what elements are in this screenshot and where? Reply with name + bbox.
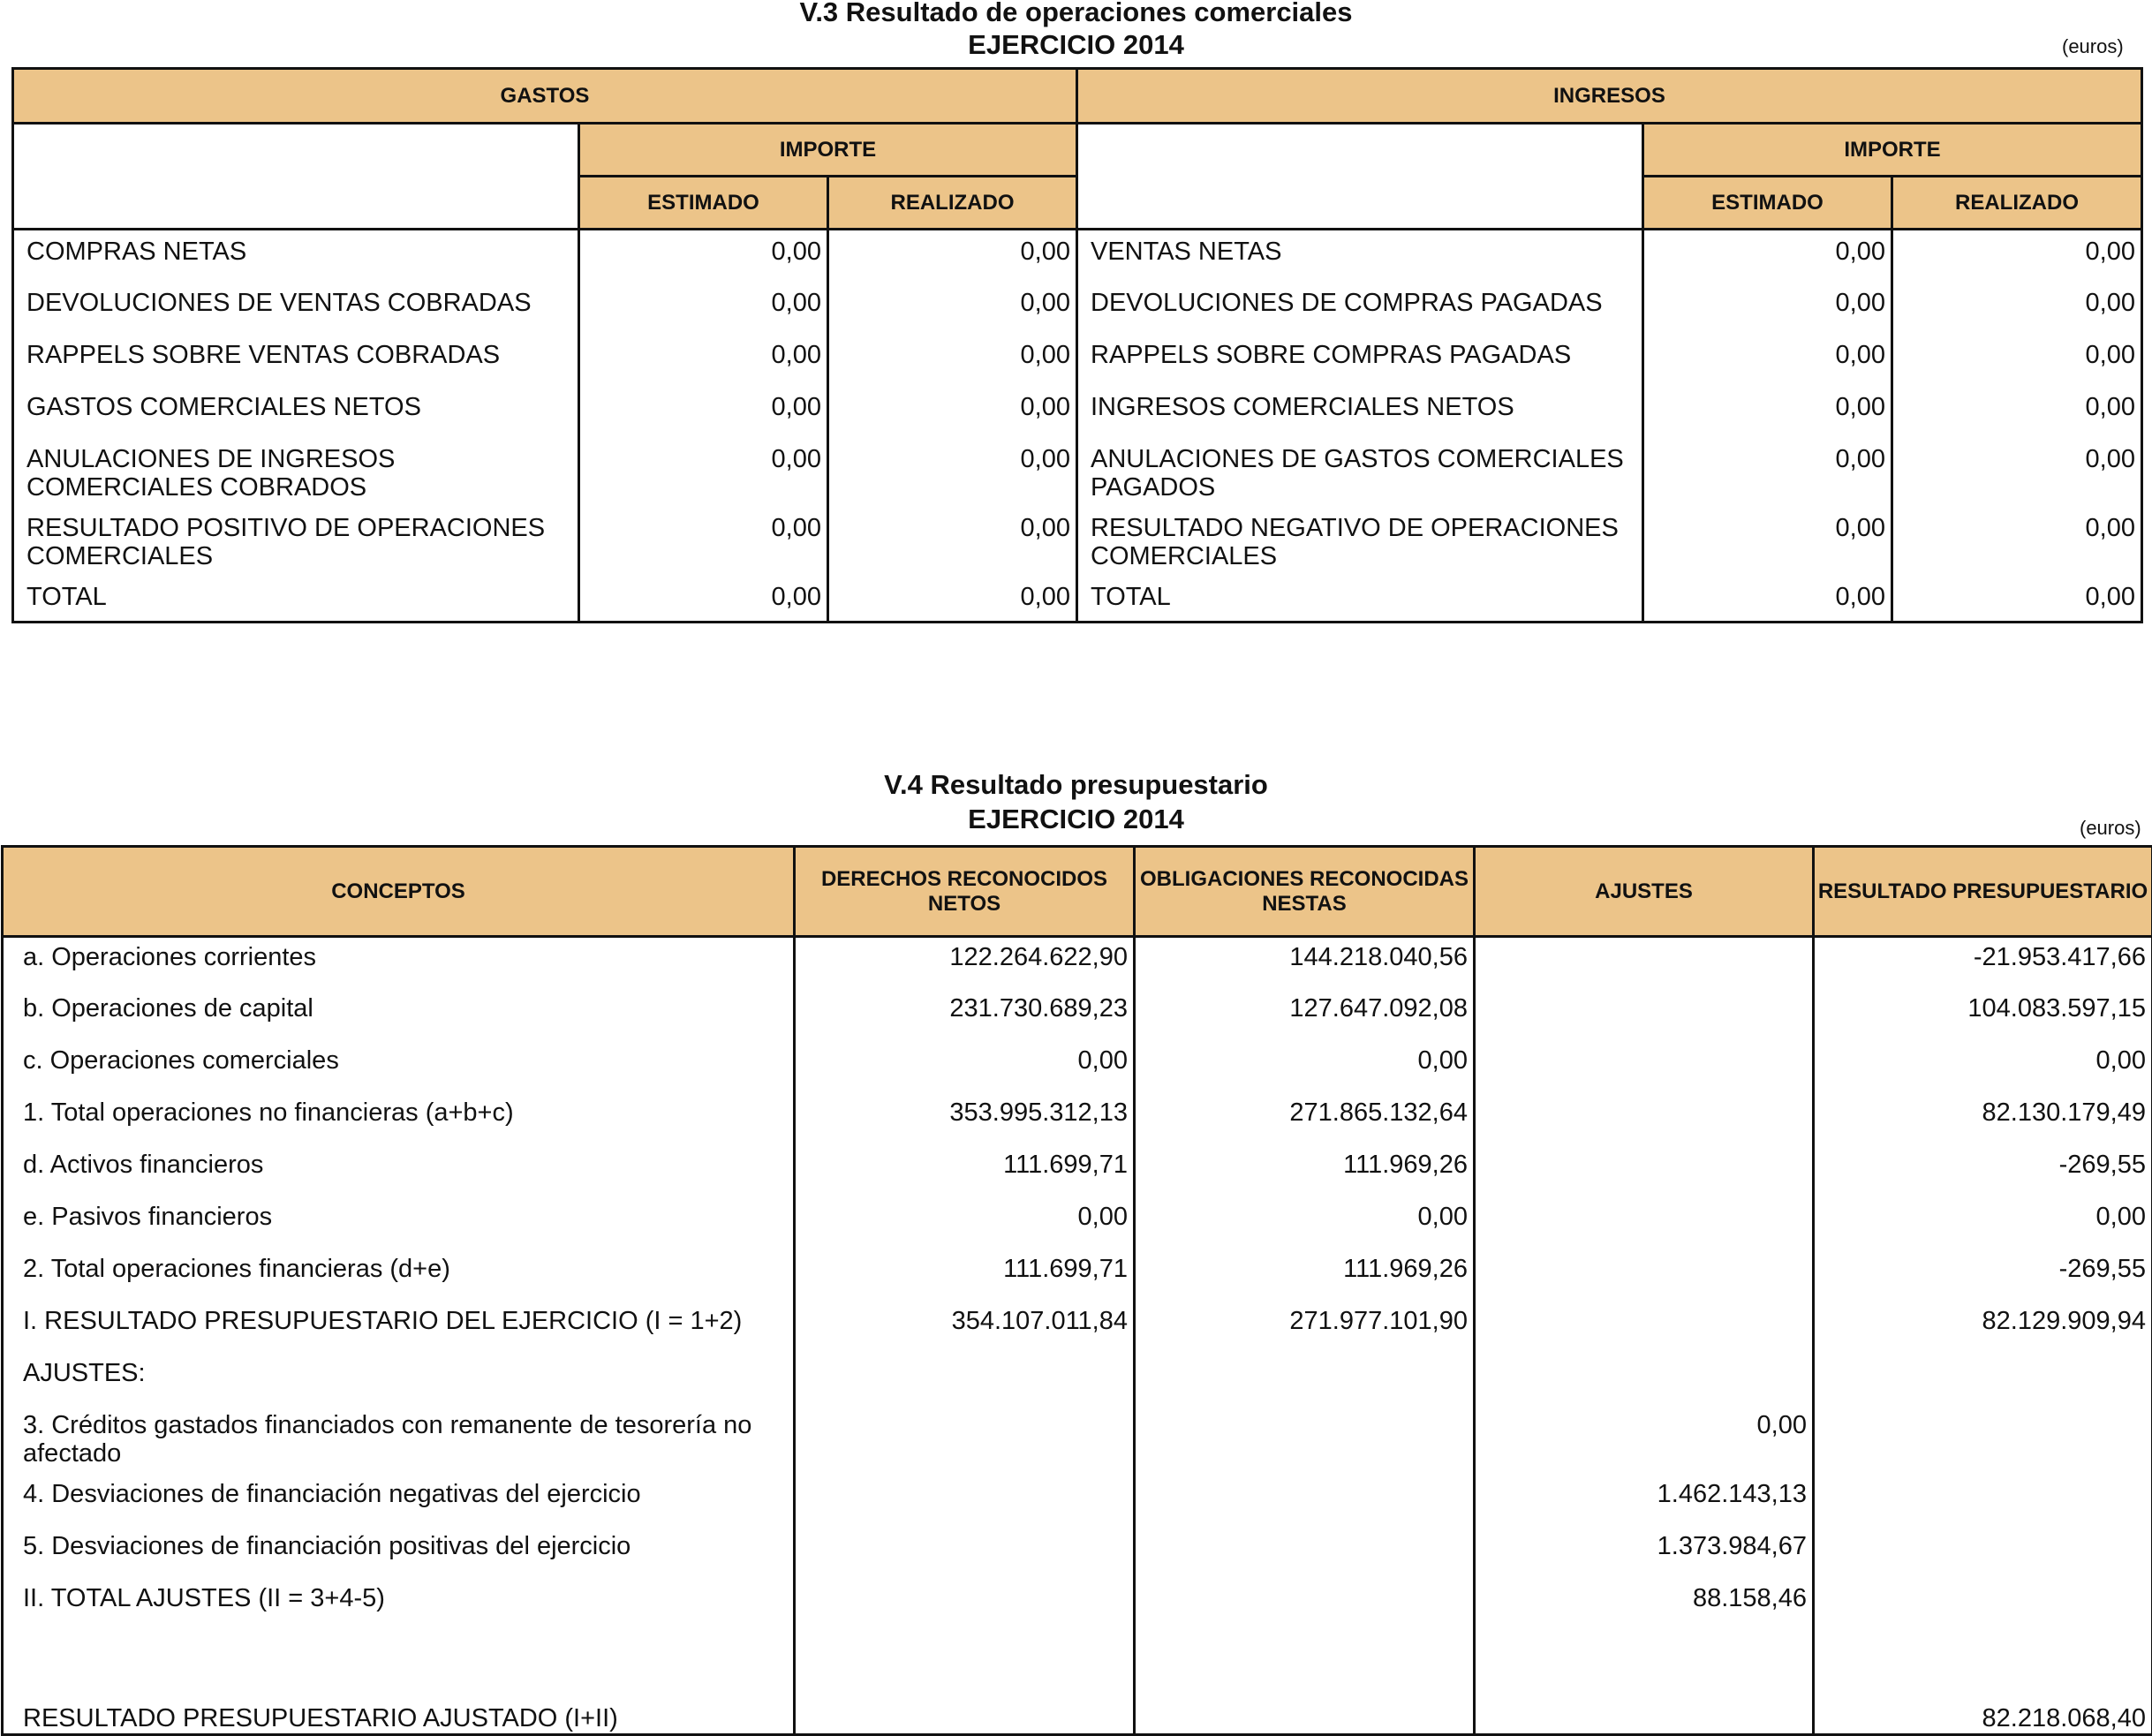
v4-row xyxy=(3,1683,2152,1735)
concepto-cell: AJUSTES: xyxy=(3,1354,795,1406)
gastos-realizado: 0,00 xyxy=(828,386,1077,438)
v4-row xyxy=(3,1527,2152,1579)
derechos-cell xyxy=(795,1354,1135,1406)
obligaciones-cell: 271.865.132,64 xyxy=(1135,1093,1475,1145)
v4-row xyxy=(3,1302,2152,1354)
gastos-realizado: 0,00 xyxy=(828,230,1077,282)
ingresos-corner xyxy=(1077,124,1643,177)
obligaciones-cell xyxy=(1135,1579,1475,1631)
concepto-cell: c. Operaciones comerciales xyxy=(3,1041,795,1093)
gastos-concepto: RESULTADO POSITIVO DE OPERACIONES COMERCIALES xyxy=(13,507,579,576)
ingresos-realizado: 0,00 xyxy=(1892,334,2142,386)
resultado-cell xyxy=(1814,1475,2152,1527)
derechos-header: DERECHOS RECONOCIDOS NETOS xyxy=(795,847,1135,937)
concepto-cell: 4. Desviaciones de financiación negativas del ejercicio xyxy=(3,1475,795,1527)
v4-row xyxy=(3,1197,2152,1249)
v4-table xyxy=(1,845,2152,1736)
derechos-cell xyxy=(795,1406,1135,1475)
gastos-concepto: ANULACIONES DE INGRESOS COMERCIALES COBRADOS xyxy=(13,438,579,507)
v4-units: (euros) xyxy=(2080,817,2141,840)
ingresos-estimado: 0,00 xyxy=(1643,230,1892,282)
obligaciones-cell: 0,00 xyxy=(1135,1197,1475,1249)
obligaciones-cell: 271.977.101,90 xyxy=(1135,1302,1475,1354)
v3-row xyxy=(13,282,2142,334)
gastos-concepto: COMPRAS NETAS xyxy=(13,230,579,282)
gastos-concepto: GASTOS COMERCIALES NETOS xyxy=(13,386,579,438)
gastos-corner-2 xyxy=(13,177,579,230)
ajustes-cell xyxy=(1475,1249,1814,1302)
gastos-importe-header: IMPORTE xyxy=(579,124,1077,177)
ingresos-realizado: 0,00 xyxy=(1892,230,2142,282)
resultado-cell: 82.129.909,94 xyxy=(1814,1302,2152,1354)
gastos-concepto: RAPPELS SOBRE VENTAS COBRADAS xyxy=(13,334,579,386)
resultado-cell: -269,55 xyxy=(1814,1145,2152,1197)
derechos-cell xyxy=(795,1527,1135,1579)
resultado-cell: 0,00 xyxy=(1814,1197,2152,1249)
v4-row xyxy=(3,1145,2152,1197)
ajustes-cell xyxy=(1475,1302,1814,1354)
v4-row xyxy=(3,1475,2152,1527)
gastos-realizado: 0,00 xyxy=(828,282,1077,334)
ingresos-realizado-header: REALIZADO xyxy=(1892,177,2142,230)
v3-row xyxy=(13,386,2142,438)
ajustes-cell: 88.158,46 xyxy=(1475,1579,1814,1631)
resultado-cell: 104.083.597,15 xyxy=(1814,989,2152,1041)
gastos-estimado: 0,00 xyxy=(579,282,828,334)
obligaciones-cell: 111.969,26 xyxy=(1135,1145,1475,1197)
obligaciones-cell: 144.218.040,56 xyxy=(1135,937,1475,989)
derechos-cell xyxy=(795,1475,1135,1527)
gastos-corner xyxy=(13,124,579,177)
v4-title: V.4 Resultado presupuestario xyxy=(0,768,2152,802)
concepto-cell: 3. Créditos gastados financiados con remanente de tesorería no afectado xyxy=(3,1406,795,1475)
obligaciones-cell xyxy=(1135,1683,1475,1735)
obligaciones-cell: 0,00 xyxy=(1135,1041,1475,1093)
derechos-cell: 122.264.622,90 xyxy=(795,937,1135,989)
concepto-cell: RESULTADO PRESUPUESTARIO AJUSTADO (I+II) xyxy=(3,1683,795,1735)
ingresos-realizado: 0,00 xyxy=(1892,438,2142,507)
ajustes-cell xyxy=(1475,1683,1814,1735)
ajustes-cell xyxy=(1475,1197,1814,1249)
obligaciones-cell xyxy=(1135,1475,1475,1527)
concepto-cell: d. Activos financieros xyxy=(3,1145,795,1197)
ingresos-corner-2 xyxy=(1077,177,1643,230)
v3-row xyxy=(13,438,2142,507)
resultado-cell: -269,55 xyxy=(1814,1249,2152,1302)
v3-table xyxy=(11,67,2143,623)
ingresos-realizado: 0,00 xyxy=(1892,507,2142,576)
ingresos-estimado: 0,00 xyxy=(1643,576,1892,623)
ingresos-importe-header: IMPORTE xyxy=(1643,124,2142,177)
ingresos-header: INGRESOS xyxy=(1077,69,2142,124)
gastos-realizado: 0,00 xyxy=(828,507,1077,576)
gastos-estimado: 0,00 xyxy=(579,230,828,282)
v3-row xyxy=(13,576,2142,623)
ajustes-cell xyxy=(1475,1093,1814,1145)
ingresos-estimado: 0,00 xyxy=(1643,282,1892,334)
ajustes-cell xyxy=(1475,1041,1814,1093)
derechos-cell: 231.730.689,23 xyxy=(795,989,1135,1041)
v4-row xyxy=(3,1041,2152,1093)
ingresos-concepto: DEVOLUCIONES DE COMPRAS PAGADAS xyxy=(1077,282,1643,334)
v4-row xyxy=(3,1631,2152,1683)
resultado-cell: 82.218.068,40 xyxy=(1814,1683,2152,1735)
ingresos-concepto: RAPPELS SOBRE COMPRAS PAGADAS xyxy=(1077,334,1643,386)
v3-row xyxy=(13,507,2142,576)
ajustes-cell: 0,00 xyxy=(1475,1406,1814,1475)
v4-subtitle: EJERCICIO 2014 xyxy=(0,803,2152,836)
ingresos-estimado: 0,00 xyxy=(1643,438,1892,507)
v4-row xyxy=(3,1093,2152,1145)
gastos-estimado: 0,00 xyxy=(579,386,828,438)
resultado-cell xyxy=(1814,1354,2152,1406)
ingresos-realizado: 0,00 xyxy=(1892,576,2142,623)
concepto-cell: e. Pasivos financieros xyxy=(3,1197,795,1249)
resultado-cell: 82.130.179,49 xyxy=(1814,1093,2152,1145)
concepto-cell: 5. Desviaciones de financiación positivas del ejercicio xyxy=(3,1527,795,1579)
ajustes-header: AJUSTES xyxy=(1475,847,1814,937)
ingresos-estimado-header: ESTIMADO xyxy=(1643,177,1892,230)
obligaciones-header: OBLIGACIONES RECONOCIDAS NESTAS xyxy=(1135,847,1475,937)
derechos-cell: 111.699,71 xyxy=(795,1145,1135,1197)
derechos-cell: 353.995.312,13 xyxy=(795,1093,1135,1145)
resultado-cell: -21.953.417,66 xyxy=(1814,937,2152,989)
conceptos-header: CONCEPTOS xyxy=(3,847,795,937)
v4-row xyxy=(3,1579,2152,1631)
concepto-cell xyxy=(3,1631,795,1683)
resultado-cell xyxy=(1814,1631,2152,1683)
gastos-realizado: 0,00 xyxy=(828,576,1077,623)
ingresos-realizado: 0,00 xyxy=(1892,386,2142,438)
gastos-concepto: TOTAL xyxy=(13,576,579,623)
gastos-estimado: 0,00 xyxy=(579,507,828,576)
gastos-estimado: 0,00 xyxy=(579,334,828,386)
obligaciones-cell xyxy=(1135,1354,1475,1406)
ajustes-cell xyxy=(1475,937,1814,989)
gastos-estimado: 0,00 xyxy=(579,438,828,507)
derechos-cell: 111.699,71 xyxy=(795,1249,1135,1302)
resultado-cell xyxy=(1814,1527,2152,1579)
ajustes-cell: 1.373.984,67 xyxy=(1475,1527,1814,1579)
obligaciones-cell xyxy=(1135,1527,1475,1579)
ingresos-concepto: ANULACIONES DE GASTOS COMERCIALES PAGADOS xyxy=(1077,438,1643,507)
gastos-realizado: 0,00 xyxy=(828,438,1077,507)
ingresos-concepto: VENTAS NETAS xyxy=(1077,230,1643,282)
ingresos-concepto: INGRESOS COMERCIALES NETOS xyxy=(1077,386,1643,438)
v4-row xyxy=(3,1406,2152,1475)
gastos-realizado-header: REALIZADO xyxy=(828,177,1077,230)
gastos-estimado: 0,00 xyxy=(579,576,828,623)
concepto-cell: b. Operaciones de capital xyxy=(3,989,795,1041)
gastos-header: GASTOS xyxy=(13,69,1077,124)
concepto-cell: I. RESULTADO PRESUPUESTARIO DEL EJERCICIO (I = 1+2) xyxy=(3,1302,795,1354)
obligaciones-cell xyxy=(1135,1631,1475,1683)
resultado-cell: 0,00 xyxy=(1814,1041,2152,1093)
v3-row xyxy=(13,230,2142,282)
concepto-cell: 2. Total operaciones financieras (d+e) xyxy=(3,1249,795,1302)
v3-subtitle: EJERCICIO 2014 xyxy=(0,28,2152,62)
v3-row xyxy=(13,334,2142,386)
obligaciones-cell: 127.647.092,08 xyxy=(1135,989,1475,1041)
derechos-cell: 354.107.011,84 xyxy=(795,1302,1135,1354)
ingresos-estimado: 0,00 xyxy=(1643,507,1892,576)
v3-units: (euros) xyxy=(2062,35,2124,58)
ajustes-cell: 1.462.143,13 xyxy=(1475,1475,1814,1527)
derechos-cell xyxy=(795,1683,1135,1735)
v4-row xyxy=(3,1354,2152,1406)
ingresos-estimado: 0,00 xyxy=(1643,386,1892,438)
ajustes-cell xyxy=(1475,1354,1814,1406)
concepto-cell: a. Operaciones corrientes xyxy=(3,937,795,989)
resultado-cell xyxy=(1814,1406,2152,1475)
ingresos-concepto: TOTAL xyxy=(1077,576,1643,623)
resultado-header: RESULTADO PRESUPUESTARIO xyxy=(1814,847,2152,937)
v4-row xyxy=(3,937,2152,989)
ajustes-cell xyxy=(1475,1631,1814,1683)
ajustes-cell xyxy=(1475,989,1814,1041)
derechos-cell xyxy=(795,1631,1135,1683)
v4-row xyxy=(3,1249,2152,1302)
derechos-cell: 0,00 xyxy=(795,1197,1135,1249)
resultado-cell xyxy=(1814,1579,2152,1631)
derechos-cell: 0,00 xyxy=(795,1041,1135,1093)
obligaciones-cell xyxy=(1135,1406,1475,1475)
ingresos-estimado: 0,00 xyxy=(1643,334,1892,386)
v4-row xyxy=(3,989,2152,1041)
ingresos-realizado: 0,00 xyxy=(1892,282,2142,334)
obligaciones-cell: 111.969,26 xyxy=(1135,1249,1475,1302)
ajustes-cell xyxy=(1475,1145,1814,1197)
gastos-concepto: DEVOLUCIONES DE VENTAS COBRADAS xyxy=(13,282,579,334)
gastos-estimado-header: ESTIMADO xyxy=(579,177,828,230)
v3-title: V.3 Resultado de operaciones comerciales xyxy=(0,0,2152,29)
gastos-realizado: 0,00 xyxy=(828,334,1077,386)
concepto-cell: 1. Total operaciones no financieras (a+b+c) xyxy=(3,1093,795,1145)
concepto-cell: II. TOTAL AJUSTES (II = 3+4-5) xyxy=(3,1579,795,1631)
derechos-cell xyxy=(795,1579,1135,1631)
ingresos-concepto: RESULTADO NEGATIVO DE OPERACIONES COMERCIALES xyxy=(1077,507,1643,576)
